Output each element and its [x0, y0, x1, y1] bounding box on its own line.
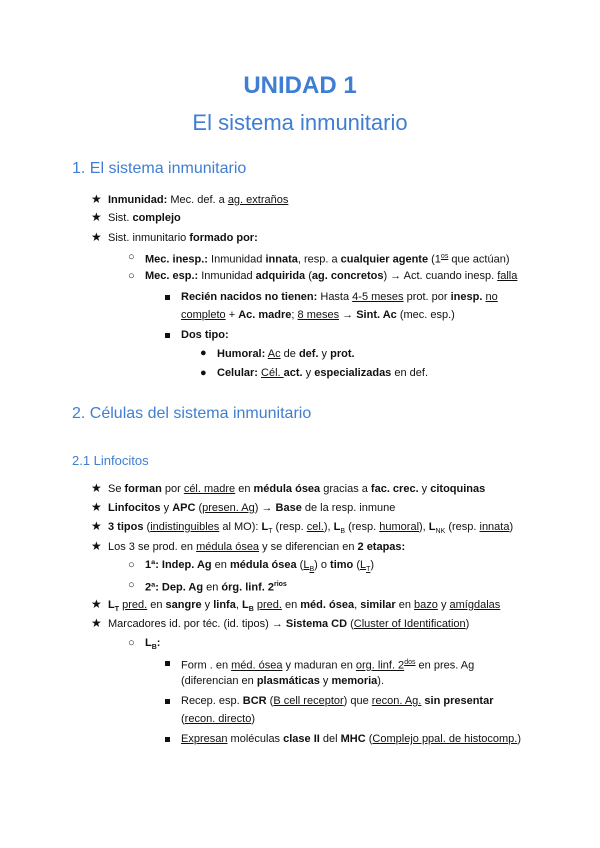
list-item: Recién nacidos no tienen: Hasta 4-5 meses prot. por inesp. no: [181, 291, 498, 303]
list-item: Expresan moléculas clase II del MHC (Complejo ppal. de histocomp.): [181, 733, 522, 745]
dot-bullet-icon: ●: [200, 367, 207, 379]
star-bullet-icon: ★: [91, 230, 102, 244]
list-item: Recep. esp. BCR (B cell receptor) que recon. Ag. sin presentar: [181, 695, 494, 707]
star-bullet-icon: ★: [91, 519, 102, 533]
list-item: Dos tipo:: [181, 329, 229, 341]
star-bullet-icon: ★: [91, 500, 102, 514]
list-item: Humoral: Ac de def. y prot.: [217, 348, 355, 360]
list-item: $L_T$ pred. en sangre y linfa, $L_B$ pred. en méd. ósea, similar en bazo y amígdalas: [108, 599, 501, 614]
circle-bullet-icon: ○: [128, 637, 135, 649]
list-item: Linfocitos y APC (presen. Ag) → Base de la resp. inmune: [108, 502, 396, 514]
list-item: 1ª: Indep. Ag en médula ósea $(L_B)$ o timo $(L_T)$: [145, 559, 375, 574]
star-bullet-icon: ★: [91, 192, 102, 206]
list-item: Se forman por cél. madre en médula ósea gracias a fac. crec. y citoquinas: [108, 483, 486, 495]
list-item: Los 3 se prod. en médula ósea y se diferencian en 2 etapas:: [108, 541, 406, 553]
list-item: 3 tipos (indistinguibles al MO): $L_T$ (resp. cel.), $L_B$ (resp. humoral), $L_{NK}$ (resp. innata): [108, 521, 514, 536]
circle-bullet-icon: ○: [128, 251, 135, 263]
star-bullet-icon: ★: [91, 539, 102, 553]
list-item: 2ª: Dep. Ag en órg. linf. $2^{rios}$: [145, 581, 287, 594]
list-item-continuation: (diferencian en plasmáticas y memoria).: [181, 675, 385, 687]
star-bullet-icon: ★: [91, 210, 102, 224]
list-item: Marcadores id. por téc. (id. tipos) → Sistema CD (Cluster of Identification): [108, 618, 470, 630]
page-subtitle: El sistema inmunitario: [192, 110, 408, 135]
page-title: UNIDAD 1: [243, 72, 357, 99]
list-item: Sist. inmunitario formado por:: [108, 232, 258, 244]
list-item: Sist. complejo: [108, 212, 181, 224]
list-item: Inmunidad: Mec. def. a ag. extraños: [108, 194, 289, 206]
square-bullet-icon: [165, 290, 170, 304]
list-item-continuation: (recon. directo): [181, 713, 255, 725]
list-item-continuation: completo + Ac. madre; 8 meses → Sint. Ac (mec. esp.): [181, 309, 455, 321]
square-bullet-icon: [165, 732, 170, 746]
circle-bullet-icon: ○: [128, 579, 135, 591]
star-bullet-icon: ★: [91, 616, 102, 630]
section-1-heading: 1. El sistema inmunitario: [72, 160, 247, 177]
square-bullet-icon: [165, 328, 170, 342]
list-item: Form . en méd. ósea y maduran en org. linf. $2^{dos}$ en pres. Ag: [181, 659, 475, 672]
list-item: Celular: Cél. act. y especializadas en def.: [217, 367, 429, 379]
dot-bullet-icon: ●: [200, 347, 207, 359]
section-2-heading: 2. Células del sistema inmunitario: [72, 405, 312, 422]
circle-bullet-icon: ○: [128, 270, 135, 282]
star-bullet-icon: ★: [91, 597, 102, 611]
star-bullet-icon: ★: [91, 481, 102, 495]
circle-bullet-icon: ○: [128, 559, 135, 571]
list-item: $L_B$:: [145, 637, 161, 652]
subsection-heading: 2.1 Linfocitos: [72, 453, 149, 468]
square-bullet-icon: [165, 656, 170, 670]
list-item: Mec. inesp.: Inmunidad innata, resp. a cualquier agente ($1^{os}$ que actúan): [145, 253, 510, 266]
square-bullet-icon: [165, 694, 170, 708]
list-item: Mec. esp.: Inmunidad adquirida (ag. concretos) → Act. cuando inesp. falla: [145, 270, 518, 282]
